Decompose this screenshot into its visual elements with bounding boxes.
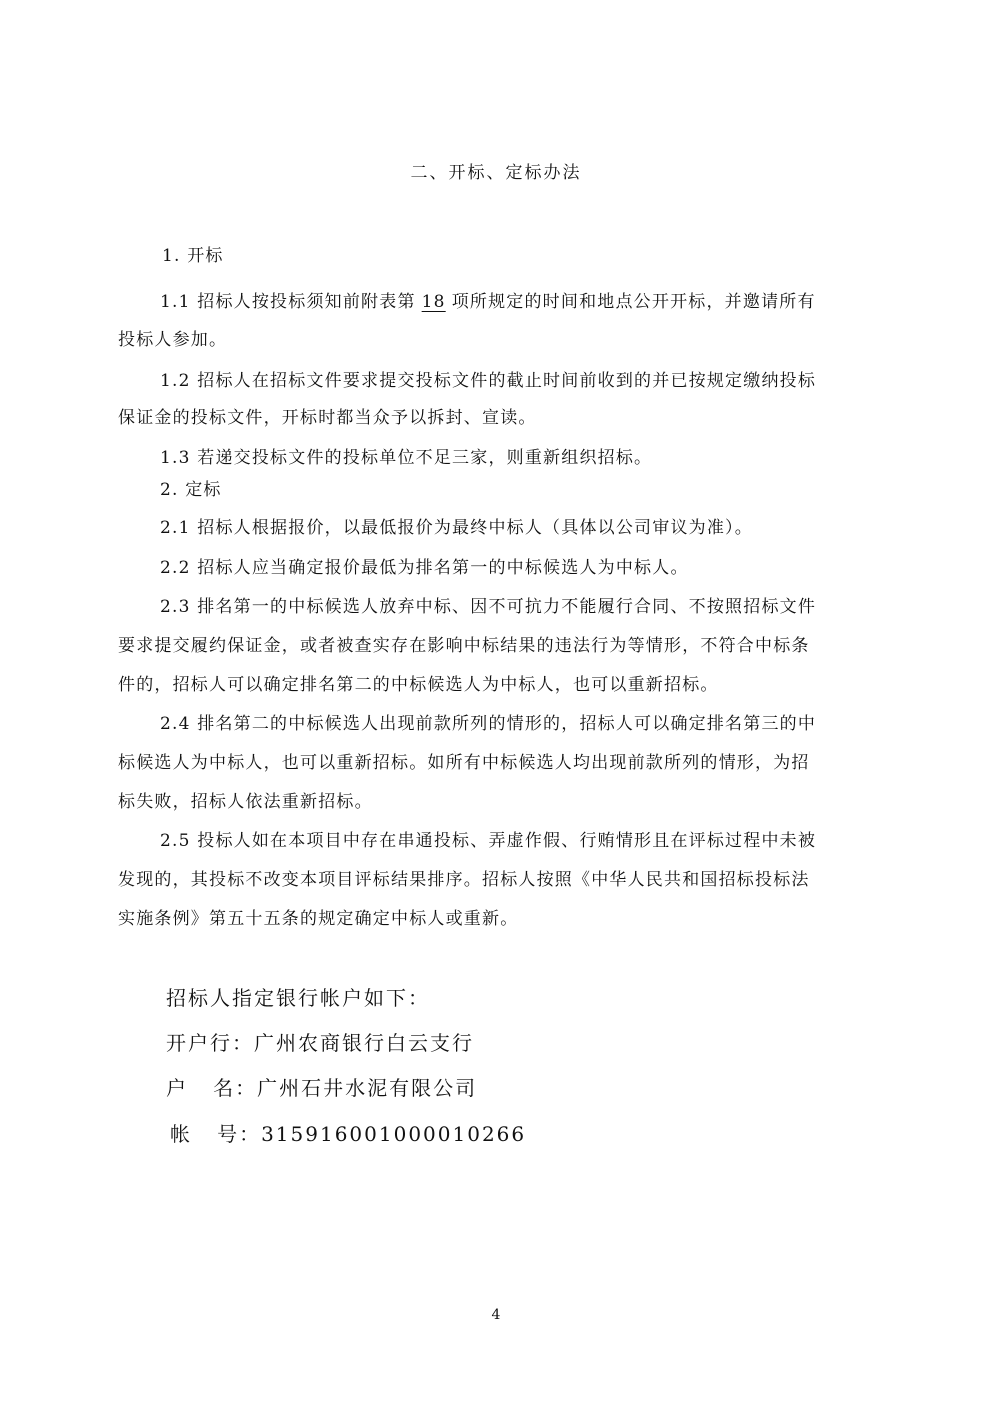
paragraph-2-5-line-2: 发现的，其投标不改变本项目评标结果排序。招标人按照《中华人民共和国招标投标法 <box>118 870 810 890</box>
section-heading: 二、开标、定标办法 <box>410 163 582 183</box>
paragraph-2-5-line-3: 实施条例》第五十五条的规定确定中标人或重新。 <box>118 909 519 929</box>
paragraph-2-3-line-1: 2.3 排名第一的中标候选人放弃中标、因不可抗力不能履行合同、不按照招标文件 <box>160 597 817 617</box>
bank-name-line: 开户行：广州农商银行白云支行 <box>166 1031 474 1055</box>
paragraph-1-1-text-a: 1.1 招标人按投标须知前附表第 <box>160 292 416 312</box>
bank-account-intro: 招标人指定银行帐户如下： <box>166 986 430 1010</box>
section-1-title: 1. 开标 <box>162 246 224 266</box>
paragraph-2-2: 2.2 招标人应当确定报价最低为排名第一的中标候选人为中标人。 <box>160 558 689 578</box>
paragraph-2-3-line-2: 要求提交履约保证金，或者被查实存在影响中标结果的违法行为等情形，不符合中标条 <box>118 636 810 656</box>
account-holder-line: 户 名：广州石井水泥有限公司 <box>166 1076 478 1100</box>
paragraph-1-1-line-2: 投标人参加。 <box>118 330 228 350</box>
page-number: 4 <box>491 1307 501 1323</box>
paragraph-1-1-line-1 <box>160 289 920 315</box>
section-2-title: 2. 定标 <box>160 480 222 500</box>
paragraph-1-1-text-b: 项所规定的时间和地点公开开标，并邀请所有 <box>451 292 816 312</box>
paragraph-2-5-line-1: 2.5 投标人如在本项目中存在串通投标、弄虚作假、行贿情形且在评标过程中未被 <box>160 831 817 851</box>
account-number-line: 帐 号：315916001000010266 <box>170 1122 527 1146</box>
paragraph-2-4-line-3: 标失败，招标人依法重新招标。 <box>118 792 373 812</box>
paragraph-2-4-line-1: 2.4 排名第二的中标候选人出现前款所列的情形的，招标人可以确定排名第三的中 <box>160 714 817 734</box>
underlined-item-number: 18 <box>421 292 446 312</box>
paragraph-2-1: 2.1 招标人根据报价，以最低报价为最终中标人（具体以公司审议为准）。 <box>160 518 753 538</box>
paragraph-2-4-line-2: 标候选人为中标人，也可以重新招标。如所有中标候选人均出现前款所列的情形，为招 <box>118 753 810 773</box>
paragraph-1-3: 1.3 若递交投标文件的投标单位不足三家，则重新组织招标。 <box>160 448 653 468</box>
paragraph-2-3-line-3: 件的，招标人可以确定排名第二的中标候选人为中标人，也可以重新招标。 <box>118 675 719 695</box>
paragraph-1-2-line-2: 保证金的投标文件，开标时都当众予以拆封、宣读。 <box>118 408 537 428</box>
paragraph-1-2-line-1: 1.2 招标人在招标文件要求提交投标文件的截止时间前收到的并已按规定缴纳投标 <box>160 371 817 391</box>
